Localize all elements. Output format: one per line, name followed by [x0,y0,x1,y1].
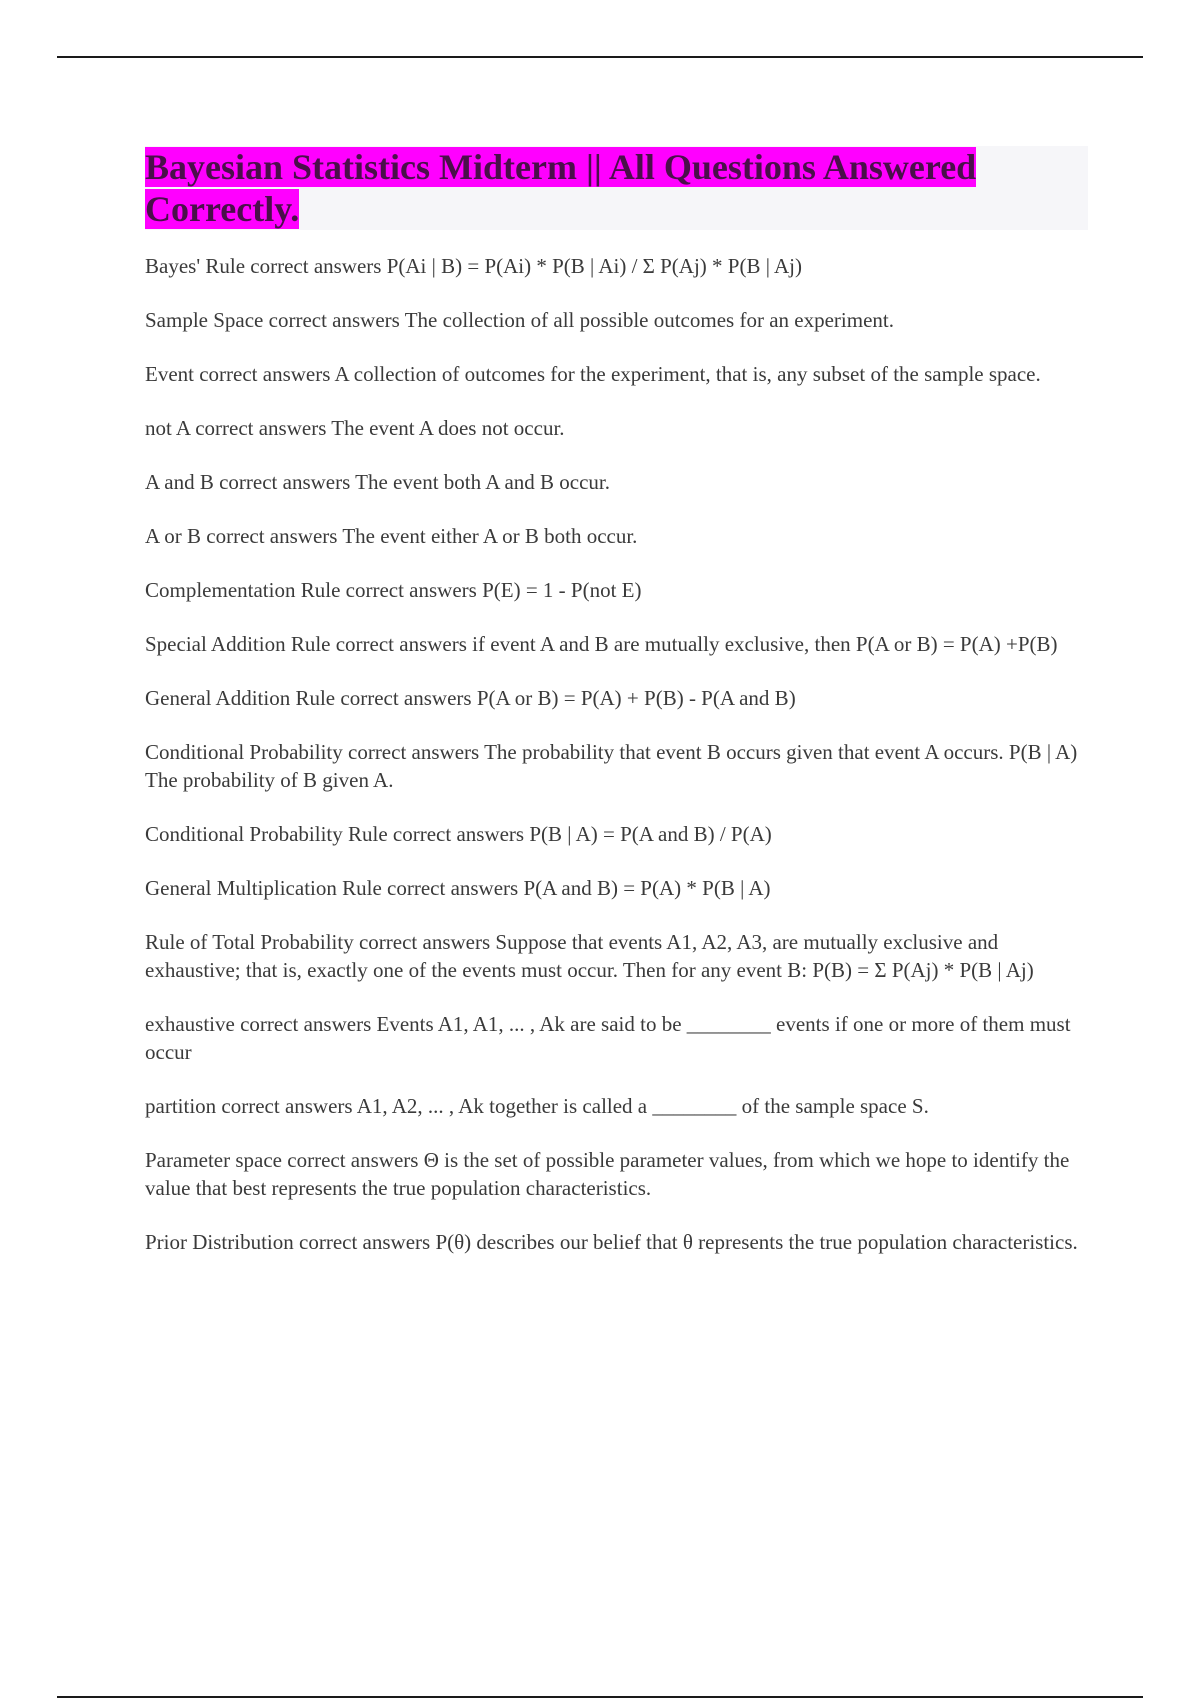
entry [145,252,1088,280]
entry-term: not A [145,416,190,440]
entry-term: Prior Distribution [145,1230,294,1254]
entry [145,414,1088,442]
top-rule [57,56,1143,58]
entry-marker: correct answers [206,524,338,548]
entry [145,1146,1088,1202]
entry-answer: The event A does not occur. [331,416,565,440]
entry-answer: Suppose that events A1, A2, A3, are mutually exclusive and exhaustive; that is, exactly one of the events must occur. Then for any event B: P(B) = Σ P(Aj) * P(B | Aj) [145,930,1034,982]
entry-term: General Multiplication Rule [145,876,382,900]
entry-answer: The event either A or B both occur. [342,524,638,548]
entry-answer: The probability that event B occurs given that event A occurs. P(B | A) The probability of B given A. [145,740,1078,792]
entry-answer: The event both A and B occur. [355,470,611,494]
entry-answer: P(θ) describes our belief that θ represents the true population characteristics. [435,1230,1078,1254]
entry [145,360,1088,388]
entry-answer: Θ is the set of possible parameter values, from which we hope to identify the value that best represents the true population characteristics. [145,1148,1070,1200]
entry [145,874,1088,902]
entry-marker: correct answers [299,1230,431,1254]
entry-marker: correct answers [335,632,467,656]
entry-answer: if event A and B are mutually exclusive, then P(A or B) = P(A) +P(B) [472,632,1058,656]
entry-term: exhaustive [145,1012,235,1036]
entry [145,1010,1088,1066]
entry-marker: correct answers [240,1012,372,1036]
entry-answer: P(B | A) = P(A and B) / P(A) [529,822,772,846]
entry-term: A and B [145,470,214,494]
entry-marker: correct answers [392,822,525,846]
entry-marker: correct answers [358,930,491,954]
entry-answer: A1, A2, ... , Ak together is called a ________ of the sample space S. [356,1094,929,1118]
title-block [145,146,1088,230]
entry [145,522,1088,550]
document-page [145,146,1088,1282]
entry-marker: correct answers [219,470,351,494]
entry-marker: correct answers [195,416,327,440]
entry-marker: correct answers [199,362,331,386]
entry-marker: correct answers [268,308,400,332]
entry-term: Conditional Probability Rule [145,822,388,846]
bottom-rule [57,1696,1143,1698]
entry [145,684,1088,712]
entry-term: partition [145,1094,217,1118]
entry-term: Sample Space [145,308,264,332]
entry [145,820,1088,848]
entry-term: Parameter space [145,1148,283,1172]
entry-answer: The collection of all possible outcomes for an experiment. [404,308,894,332]
entry-term: Bayes' Rule [145,254,246,278]
entry [145,630,1088,658]
entry-answer: Events A1, A1, ... , Ak are said to be ________ events if one or more of them must occur [145,1012,1071,1064]
entry-term: General Addition Rule [145,686,336,710]
entry-answer: P(A and B) = P(A) * P(B | A) [523,876,771,900]
entry [145,1092,1088,1120]
entry-term: Special Addition Rule [145,632,331,656]
entry-marker: correct answers [287,1148,419,1172]
entry [145,738,1088,794]
entry-term: Conditional Probability [145,740,343,764]
entry-term: A or B [145,524,202,548]
entry [145,1228,1088,1256]
document-title [145,146,1088,230]
entry-answer: A collection of outcomes for the experiment, that is, any subset of the sample space. [334,362,1041,386]
entry-marker: correct answers [348,740,480,764]
title-highlight: Bayesian Statistics Midterm || All Questions Answered Correctly. [145,147,977,229]
entry-term: Event [145,362,194,386]
entry-term: Complementation Rule [145,578,341,602]
entry [145,928,1088,984]
entry [145,576,1088,604]
entry [145,468,1088,496]
entry-list [145,252,1088,1256]
entry-marker: correct answers [387,876,519,900]
entry-marker: correct answers [345,578,477,602]
entry-marker: correct answers [221,1094,353,1118]
entry-answer: P(E) = 1 - P(not E) [482,578,642,602]
entry-answer: P(Ai | B) = P(Ai) * P(B | Ai) / Σ P(Aj) * P(B | Aj) [386,254,803,278]
entry-marker: correct answers [340,686,472,710]
entry-marker: correct answers [250,254,382,278]
entry [145,306,1088,334]
entry-term: Rule of Total Probability [145,930,354,954]
entry-answer: P(A or B) = P(A) + P(B) - P(A and B) [476,686,796,710]
